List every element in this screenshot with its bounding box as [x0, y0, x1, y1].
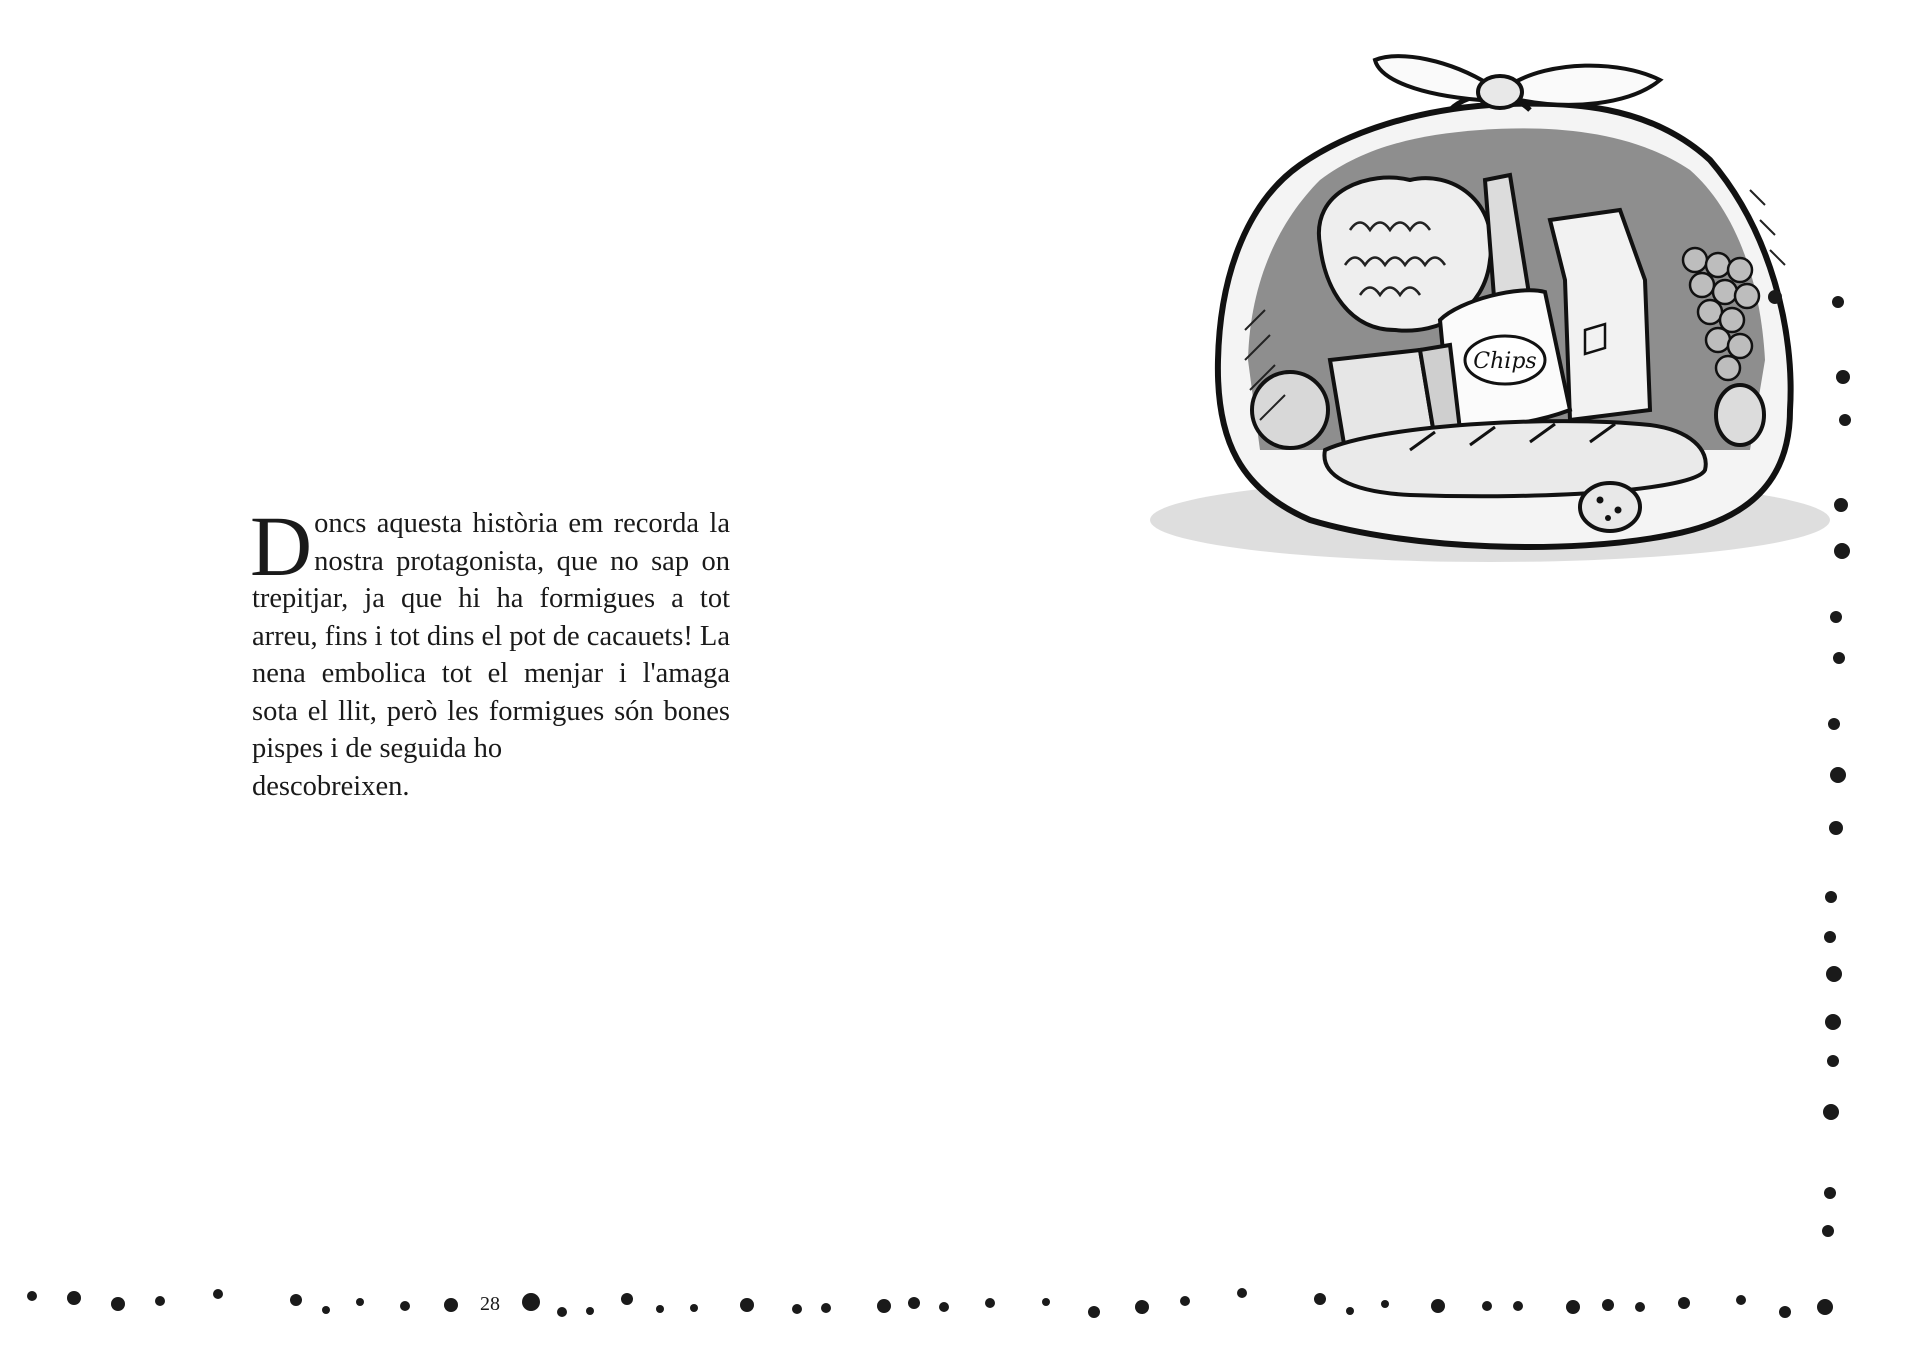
ink-dot — [1825, 891, 1837, 903]
ink-dot — [322, 1306, 330, 1314]
ink-dot — [690, 1304, 698, 1312]
ink-dot — [1042, 1298, 1050, 1306]
paragraph-last-line: descobreixen. — [252, 770, 410, 802]
ink-dot — [821, 1303, 831, 1313]
story-paragraph — [250, 498, 730, 805]
ink-dot — [1431, 1299, 1445, 1313]
ink-dot — [1817, 1299, 1833, 1315]
drop-cap: D — [250, 498, 313, 594]
ink-dot — [1381, 1300, 1389, 1308]
ink-dot — [444, 1298, 458, 1312]
ink-dot — [621, 1293, 633, 1305]
ink-dot — [1314, 1293, 1326, 1305]
ink-dot — [1602, 1299, 1614, 1311]
ink-dot — [27, 1291, 37, 1301]
ink-dot — [1823, 1104, 1839, 1120]
paragraph-text: oncs aquesta història em recorda la nostra protagonista, que no sap on trepitjar, ja que hi ha formigues a tot arreu, fins i tot dins el pot de cacauets! La nena embolica tot el menjar i l'amaga sota el llit, però les formigues són bones pispes i de seguida ho — [252, 508, 730, 764]
ink-dot — [1829, 821, 1843, 835]
ink-dot — [1822, 1225, 1834, 1237]
ink-dot — [656, 1305, 664, 1313]
ink-dot — [1566, 1300, 1580, 1314]
ink-dot — [1779, 1306, 1791, 1318]
ink-dot — [1839, 414, 1851, 426]
ink-dot — [213, 1289, 223, 1299]
ink-dot — [1678, 1297, 1690, 1309]
ink-dot — [356, 1298, 364, 1306]
ink-dot — [1180, 1296, 1190, 1306]
ink-dot — [792, 1304, 802, 1314]
ink-dot — [557, 1307, 567, 1317]
ink-dot — [877, 1299, 891, 1313]
ink-dot — [522, 1293, 540, 1311]
ink-dot — [1827, 1055, 1839, 1067]
ink-dot — [908, 1297, 920, 1309]
ink-dot — [740, 1298, 754, 1312]
ink-dot — [290, 1294, 302, 1306]
ink-dot — [67, 1291, 81, 1305]
ink-dot — [1736, 1295, 1746, 1305]
ink-dot — [1482, 1301, 1492, 1311]
ink-dot — [1513, 1301, 1523, 1311]
ink-dot — [1088, 1306, 1100, 1318]
ink-dot — [1237, 1288, 1247, 1298]
ink-dot — [111, 1297, 125, 1311]
ink-dot — [155, 1296, 165, 1306]
ink-dot — [1824, 931, 1836, 943]
ink-dot — [1830, 611, 1842, 623]
ink-dot — [939, 1302, 949, 1312]
ink-dot — [1833, 652, 1845, 664]
food-sack-illustration — [1150, 30, 1840, 580]
ink-dot — [1346, 1307, 1354, 1315]
ink-dot — [1824, 1187, 1836, 1199]
ink-dot — [985, 1298, 995, 1308]
chips-label: Chips — [1473, 349, 1537, 374]
ink-dot — [1826, 966, 1842, 982]
ink-dot — [1825, 1014, 1841, 1030]
ink-dot — [400, 1301, 410, 1311]
ink-dot — [1635, 1302, 1645, 1312]
page-number: 28 — [480, 1293, 500, 1315]
ink-dot — [1828, 718, 1840, 730]
ink-dot — [1135, 1300, 1149, 1314]
ink-dot — [586, 1307, 594, 1315]
ink-dot — [1830, 767, 1846, 783]
